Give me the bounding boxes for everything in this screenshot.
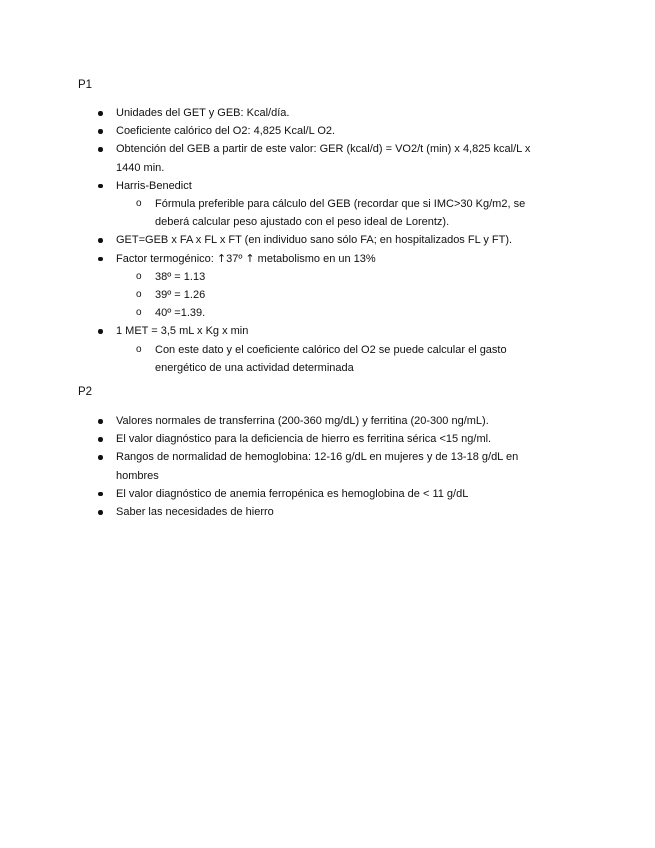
list-item: Saber las necesidades de hierro <box>0 503 556 521</box>
up-arrow-icon: ↑ <box>245 251 255 265</box>
list-item: Coeficiente calórico del O2: 4,825 Kcal/L O2. <box>0 122 556 140</box>
list-item-text: Factor termogénico: <box>116 252 217 265</box>
list-item-text: Harris-Benedict <box>116 179 192 192</box>
list-item <box>0 177 556 232</box>
sub-bullet-list <box>116 195 556 231</box>
p2-bullet-list <box>0 412 655 521</box>
section-heading-p1: P1 <box>78 79 93 91</box>
list-item: Rangos de normalidad de hemoglobina: 12-16 g/dL en mujeres y de 13-18 g/dL en hombres <box>0 448 556 484</box>
list-item <box>0 322 556 377</box>
sub-list-item: o 40º =1.39. <box>155 304 555 322</box>
section-heading-p2: P2 <box>78 386 93 398</box>
sub-list-item: o 38º = 1.13 <box>155 268 555 286</box>
list-item: El valor diagnóstico para la deficiencia de hierro es ferritina sérica <15 ng/ml. <box>0 430 556 448</box>
p1-bullet-list <box>0 104 655 377</box>
list-item <box>0 250 556 323</box>
list-item: GET=GEB x FA x FL x FT (en individuo sano sólo FA; en hospitalizados FL y FT). <box>0 231 556 249</box>
list-item: Valores normales de transferrina (200-360 mg/dL) y ferritina (20-300 ng/mL). <box>0 412 556 430</box>
list-item-text: 37º <box>226 252 246 265</box>
sub-list-item: o 39º = 1.26 <box>155 286 555 304</box>
list-item-text: 1 MET = 3,5 mL x Kg x min <box>116 325 249 338</box>
list-item: Unidades del GET y GEB: Kcal/día. <box>0 104 556 122</box>
sub-bullet-list <box>116 341 556 377</box>
sub-list-item: o Fórmula preferible para cálculo del GEB (recordar que si IMC>30 Kg/m2, se deberá calcular peso ajustado con el peso ideal de Lorentz). <box>155 195 555 231</box>
list-item: El valor diagnóstico de anemia ferropénica es hemoglobina de < 11 g/dL <box>0 485 556 503</box>
list-item-text: metabolismo en un 13% <box>254 252 376 265</box>
list-item: Obtención del GEB a partir de este valor: GER (kcal/d) = VO2/t (min) x 4,825 kcal/L x 1440 min. <box>0 140 556 176</box>
up-arrow-icon: ↑ <box>216 251 227 265</box>
sub-list-item: o Con este dato y el coeficiente calórico del O2 se puede calcular el gasto energético de una actividad determinada <box>155 341 555 377</box>
sub-bullet-list <box>116 268 556 323</box>
